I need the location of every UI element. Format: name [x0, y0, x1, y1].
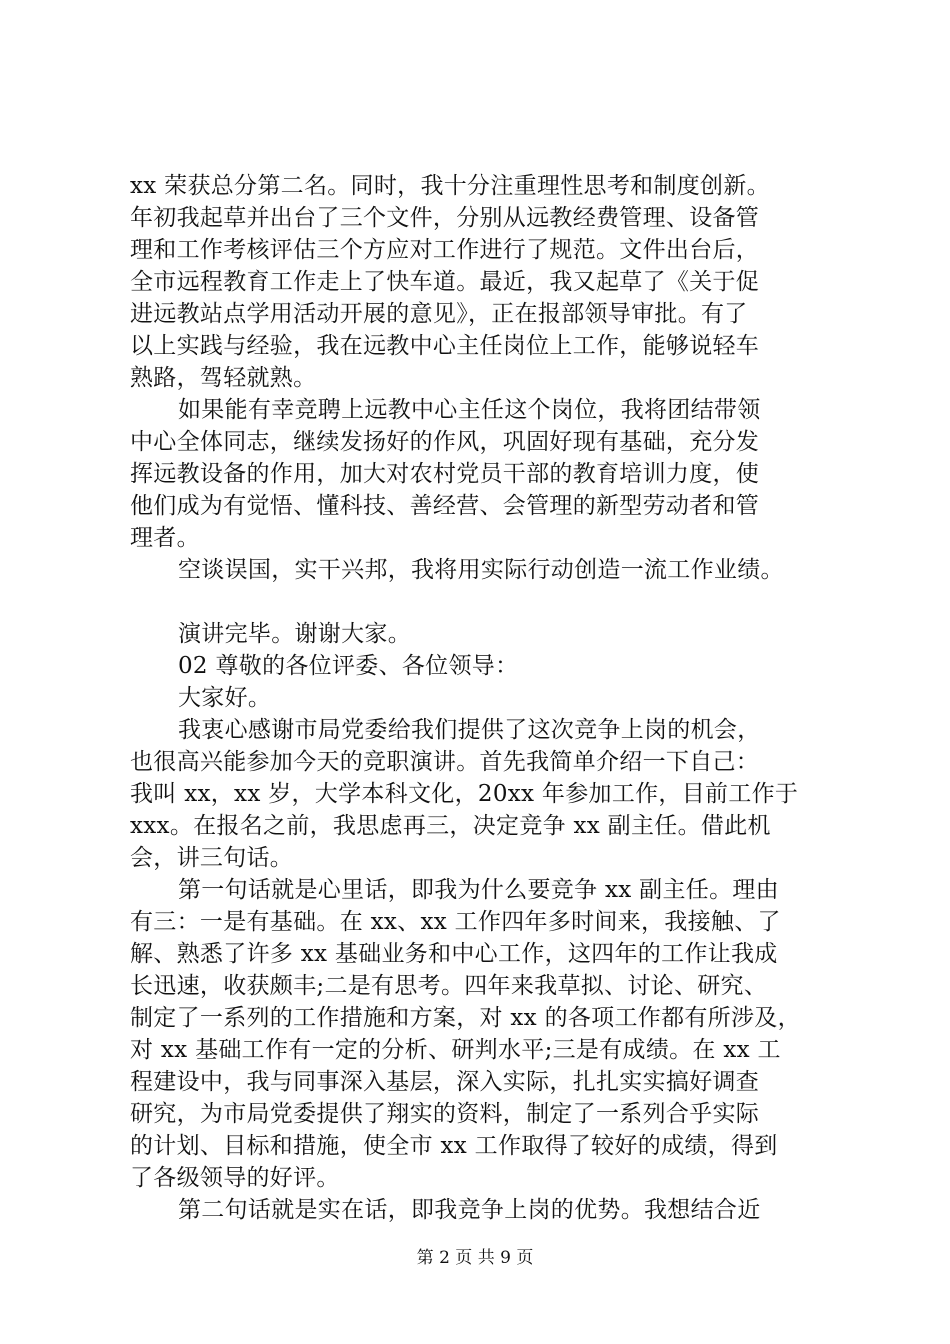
paragraph-start-line: 我衷心感谢市局党委给我们提供了这次竞争上岗的机会， — [178, 717, 761, 743]
text-line: xxx。在报名之前，我思虑再三，决定竞争 xx 副主任。借此机 — [130, 813, 771, 839]
document-body — [130, 170, 850, 1226]
text-line: 理者。 — [130, 525, 200, 551]
text-line: 制定了一系列的工作措施和方案，对 xx 的各项工作都有所涉及， — [130, 1005, 801, 1031]
text-line: 对 xx 基础工作有一定的分析、研判水平;三是有成绩。在 xx 工 — [130, 1037, 781, 1063]
paragraph-start-line: 如果能有幸竞聘上远教中心主任这个岗位，我将团结带领 — [178, 397, 761, 423]
text-line: 进远教站点学用活动开展的意见》，正在报部领导审批。有了 — [130, 301, 748, 327]
text-line: 程建设中，我与同事深入基层，深入实际，扎扎实实搞好调查 — [130, 1069, 760, 1095]
text-line: 长迅速，收获颇丰;二是有思考。四年来我草拟、讨论、研究、 — [130, 973, 768, 999]
blank-line — [130, 586, 850, 618]
text-line: 中心全体同志，继续发扬好的作风，巩固好现有基础，充分发 — [130, 429, 760, 455]
text-line: 研究，为市局党委提供了翔实的资料，制定了一系列合乎实际 — [130, 1101, 760, 1127]
greeting-line: 大家好。 — [178, 685, 272, 711]
paragraph-start-line: 第一句话就是心里话，即我为什么要竞争 xx 副主任。理由 — [178, 877, 779, 903]
text-line: 他们成为有觉悟、懂科技、善经营、会管理的新型劳动者和管 — [130, 493, 760, 519]
page-number-footer: 第 2 页 共 9 页 — [416, 1248, 534, 1268]
text-line: 了各级领导的好评。 — [130, 1165, 340, 1191]
text-line: 也很高兴能参加今天的竞职演讲。首先我简单介绍一下自己： — [130, 749, 760, 775]
paragraph-start-line: 演讲完毕。谢谢大家。 — [178, 621, 411, 647]
text-line: 我叫 xx，xx 岁，大学本科文化，20xx 年参加工作，目前工作于 — [130, 781, 799, 807]
text-line: 熟路，驾轻就熟。 — [130, 365, 317, 391]
paragraph-start-line: 第二句话就是实在话，即我竞争上岗的优势。我想结合近 — [178, 1197, 761, 1223]
text-line: 的计划、目标和措施，使全市 xx 工作取得了较好的成绩，得到 — [130, 1133, 778, 1159]
paragraph-start-line: 空谈误国，实干兴邦，我将用实际行动创造一流工作业绩。 — [178, 557, 784, 583]
text-line: xx 荣获总分第二名。同时，我十分注重理性思考和制度创新。 — [130, 173, 770, 199]
text-line: 全市远程教育工作走上了快车道。最近，我又起草了《关于促 — [130, 269, 760, 295]
text-line: 理和工作考核评估三个方应对工作进行了规范。文件出台后， — [130, 237, 760, 263]
text-line: 解、熟悉了许多 xx 基础业务和中心工作，这四年的工作让我成 — [130, 941, 778, 967]
text-line: 有三：一是有基础。在 xx、xx 工作四年多时间来，我接触、了 — [130, 909, 781, 935]
section-heading-line: 02 尊敬的各位评委、各位领导： — [178, 653, 519, 679]
text-line: 年初我起草并出台了三个文件，分别从远教经费管理、设备管 — [130, 205, 760, 231]
text-line: 会，讲三句话。 — [130, 845, 294, 871]
text-line: 以上实践与经验，我在远教中心主任岗位上工作，能够说轻车 — [130, 333, 760, 359]
text-line: 挥远教设备的作用，加大对农村党员干部的教育培训力度，使 — [130, 461, 760, 487]
